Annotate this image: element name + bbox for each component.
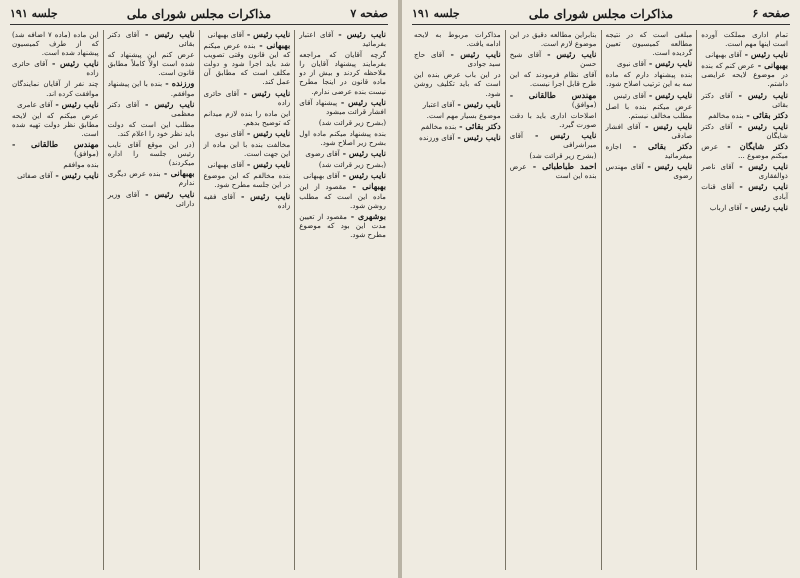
paragraph	[414, 70, 501, 97]
paragraph	[299, 98, 386, 116]
speaker-name: نایب رئیس -	[339, 170, 386, 181]
left-page-column	[294, 30, 390, 570]
paragraph-text: اصلاحات اداری باید با دقت صورت گیرد.	[509, 110, 597, 129]
left-page-columns	[8, 30, 390, 570]
paragraph-text: بنده با این پیشنهاد موافقم.	[107, 79, 195, 98]
paragraph	[701, 30, 788, 48]
paragraph-text: آقای دکتر معظمی	[107, 99, 195, 118]
paragraph	[204, 140, 291, 158]
paragraph	[299, 171, 386, 180]
paragraph	[414, 50, 501, 68]
paragraph	[299, 160, 386, 169]
paragraph	[299, 30, 386, 48]
paragraph	[606, 102, 693, 120]
paragraph	[510, 70, 597, 88]
paragraph-text: بنابراین مطالعه دقیق در این موضوع لازم است.	[509, 30, 597, 49]
paragraph	[510, 151, 597, 160]
speaker-name: ورزنده -	[162, 78, 195, 89]
right-page-columns	[410, 30, 792, 570]
paragraph-text: بنده عرض دیگری ندارم	[107, 169, 195, 188]
paragraph-text: مذاکرات مربوط به لایحه ادامه یافت.	[414, 30, 501, 49]
speaker-name: نایب رئیس -	[646, 58, 693, 69]
paragraph-text: آقای دکتر شایگان	[701, 121, 788, 140]
speaker-name: نایب رئیس -	[741, 201, 788, 212]
paragraph-text: آقای حاج سید جوادی	[414, 50, 501, 69]
right-page-column	[505, 30, 601, 570]
paragraph	[12, 59, 99, 77]
speaker-name: نایب رئیس -	[139, 98, 195, 109]
paragraph-text: آقای رئیس	[613, 90, 647, 100]
paragraph	[414, 133, 501, 142]
paragraph	[510, 111, 597, 129]
paragraph	[204, 160, 291, 169]
paragraph-text: آقای مهندس رضوی	[605, 162, 693, 181]
speaker-name: نایب رئیس -	[733, 181, 788, 192]
paragraph-text: آقای حائری زاده	[203, 88, 291, 107]
paragraph	[299, 118, 386, 127]
speaker-name: نایب رئیس -	[139, 188, 195, 199]
right-page-session: جلسه ۱۹۱	[412, 7, 460, 20]
left-page-title: مذاکرات مجلس شورای ملی	[126, 7, 272, 21]
speaker-name: نایب رئیس -	[444, 49, 501, 60]
paragraph	[108, 79, 195, 97]
paragraph	[204, 41, 291, 86]
paragraph	[12, 171, 99, 180]
paragraph	[701, 91, 788, 109]
paragraph	[606, 122, 693, 140]
paragraph-text: آقای دکتر بقائی	[701, 90, 788, 109]
paragraph	[606, 142, 693, 160]
right-page-header	[412, 6, 790, 25]
paragraph	[701, 122, 788, 140]
speaker-name: نایب رئیس -	[333, 30, 386, 39]
speaker-name: دکتر بقائی -	[743, 109, 788, 120]
speaker-name: بوشهری -	[347, 210, 386, 221]
paragraph	[204, 129, 291, 138]
paragraph-text: اجازه میفرمائید	[605, 142, 693, 161]
paragraph-text: آقای بهبهانی	[303, 171, 340, 181]
paragraph-text: (موافق)	[74, 149, 99, 159]
speaker-name: نایب رئیس -	[454, 98, 501, 109]
paragraph-text: آقای بهبهانی	[705, 50, 742, 60]
paragraph	[108, 100, 195, 118]
speaker-name: نایب رئیس -	[643, 161, 693, 172]
paragraph	[510, 131, 597, 149]
paragraph	[299, 182, 386, 209]
paragraph	[108, 50, 195, 77]
paragraph-text: چند نفر از آقایان نمایندگان موافقت کرده اند.	[12, 79, 99, 98]
paragraph-text: پیشنهاد آقای افشار قرائت میشود	[299, 97, 386, 116]
paragraph-text: بنده موافقم	[63, 160, 99, 170]
paragraph	[510, 162, 597, 180]
speaker-name: دکتر بقائی -	[456, 120, 501, 131]
paragraph-text: آقای نظام فرمودند که این طرح قابل اجرا نیست.	[509, 70, 597, 89]
paragraph	[606, 162, 693, 180]
paragraph-text: مقصود از این ماده این است که مطلب روشن شود.	[299, 182, 386, 210]
paragraph-text: آقای رضوی	[305, 149, 340, 159]
left-page-header	[10, 6, 388, 25]
speaker-name: دکتر شایگان -	[718, 141, 788, 152]
paragraph-text: گرچه آقایان که مراجعه بفرمایند پیشنهاد آقایان را ملاحظه کردند و بیش از دو ماده قانون در اینجا مطرح نیست بنده عرضی ندارم.	[299, 50, 386, 96]
paragraph-text: (بشرح زیر قرائت شد)	[318, 117, 386, 127]
paragraph-text: آقای قنات آبادی	[701, 182, 788, 201]
speaker-name: احمد طباطبائی -	[526, 161, 597, 172]
speaker-name: مهندس طالقانی -	[12, 139, 99, 150]
speaker-name: مهندس طالقانی -	[509, 89, 597, 100]
paragraph-text: آقای وزیر دارائی	[107, 189, 195, 208]
speaker-name: نایب رئیس -	[640, 120, 693, 131]
paragraph-text: آقای ورزنده	[419, 132, 455, 142]
paragraph	[299, 50, 386, 95]
paragraph	[606, 30, 693, 57]
paragraph-text: بنده مخالفم	[420, 121, 457, 131]
paragraph	[204, 192, 291, 210]
paragraph	[606, 91, 693, 100]
speaker-name: نایب رئیس -	[139, 30, 195, 39]
paragraph	[12, 140, 99, 158]
speaker-name: نایب رئیس -	[47, 58, 99, 69]
paragraph-text: عرض میکنم بنده با اصل مطلب مخالف نیستم.	[605, 101, 693, 120]
right-page-column	[410, 30, 505, 570]
paragraph-text: آقای اعتبار	[422, 99, 455, 109]
paragraph-text: مبلغی است که در نتیجه مطالعه کمیسیون تعیین گردیده است.	[605, 30, 693, 58]
left-page-number: صفحه ۷	[350, 7, 388, 20]
paragraph	[701, 162, 788, 180]
speaker-name: نایب رئیس -	[235, 190, 291, 201]
paragraph-text: آقای عامری	[17, 99, 53, 109]
paragraph	[510, 30, 597, 48]
paragraph-text: (بشرح زیر قرائت شد)	[318, 160, 386, 170]
left-page-column	[8, 30, 103, 570]
speaker-name: نایب رئیس -	[238, 87, 291, 98]
paragraph	[108, 190, 195, 208]
paragraph-text: (موافق)	[571, 99, 597, 109]
paragraph	[701, 142, 788, 160]
paragraph	[204, 30, 291, 39]
paragraph-text: (در این موقع آقای نایب رئیس جلسه را اداره میکردند)	[107, 140, 195, 168]
paragraph	[701, 182, 788, 200]
speaker-name: بهبهانی -	[160, 168, 195, 179]
paragraph	[204, 89, 291, 107]
speaker-name: نایب رئیس -	[541, 49, 597, 60]
paragraph-text: بنده عرض میکنم که این قانون وقتی تصویب شد باید اجرا شود و دولت مکلف است که مطابق آن عمل کند.	[203, 41, 291, 87]
paragraph	[299, 129, 386, 147]
paragraph	[108, 120, 195, 138]
paragraph-text: عرض کنم این پیشنهاد که شده است اولاً کاملاً مطابق قانون است.	[107, 50, 195, 78]
speaker-name: نایب رئیس -	[337, 96, 386, 107]
speaker-name: نایب رئیس -	[732, 120, 788, 131]
paragraph	[701, 203, 788, 212]
paragraph-text: تمام اداری مملکت آورده است اینها مهم است.	[701, 30, 788, 49]
paragraph-text: عرض میکنم موضوع ...	[701, 142, 788, 161]
paragraph-text: مطلب این است که دولت باید نظر خود را اعلام کند.	[107, 119, 195, 138]
paragraph-text: آقای بهبهانی	[207, 30, 245, 39]
speaker-name: دکتر بقائی -	[621, 141, 693, 152]
left-page-session: جلسه ۱۹۱	[10, 7, 58, 20]
paragraph	[701, 50, 788, 59]
paragraph	[108, 30, 195, 48]
paragraph	[12, 79, 99, 97]
paragraph	[299, 149, 386, 158]
right-page-column	[601, 30, 697, 570]
right-page-column	[696, 30, 792, 570]
paragraph	[606, 59, 693, 68]
right-page	[402, 0, 800, 578]
paragraph	[510, 50, 597, 68]
paragraph-text: آقای بهبهانی	[207, 160, 245, 170]
paragraph-text: آقای ارباب	[709, 202, 742, 212]
paragraph-text: موضوع بسیار مهم است.	[426, 110, 501, 120]
speaker-name: نایب رئیس -	[454, 131, 501, 142]
paragraph	[414, 100, 501, 109]
paragraph	[204, 171, 291, 189]
speaker-name: نایب رئیس -	[733, 161, 788, 172]
paragraph-text: (بشرح زیر قرائت شد)	[529, 151, 597, 161]
paragraph-text: بنده مخالفم که این موضوع در این جلسه مطرح شود.	[203, 171, 291, 190]
paragraph	[108, 169, 195, 187]
paragraph-text: آقای نبوی	[215, 128, 245, 138]
paragraph-text: این ماده را بنده لازم میدانم که توضیح بدهم.	[203, 108, 291, 127]
paragraph-text: عرض کنم که بنده در موضوع لایحه عرایضی داشتم.	[701, 61, 788, 89]
paragraph-text: آقای حائری زاده	[12, 59, 99, 78]
speaker-name: بهبهانی -	[255, 40, 291, 51]
paragraph	[108, 140, 195, 167]
right-page-title: مذاکرات مجلس شورای ملی	[528, 7, 674, 21]
speaker-name: بهبهانی -	[754, 60, 788, 71]
paragraph-text: بنده پیشنهاد میکنم ماده اول بشرح زیر اصلاح شود.	[299, 128, 386, 148]
speaker-name: نایب رئیس -	[52, 170, 99, 181]
paragraph	[701, 111, 788, 120]
paragraph-text: مخالفت بنده با این ماده از این جهت است.	[203, 140, 291, 159]
paragraph-text: این ماده (ماده ۷ اضافه شد) که از طرف کمیسیون پیشنهاد شده است.	[12, 30, 99, 58]
paragraph	[12, 30, 99, 57]
paragraph-text: آقای افشار صادقی	[605, 121, 693, 140]
left-page-column	[199, 30, 295, 570]
speaker-name: نایب رئیس -	[52, 98, 99, 109]
paragraph-text: بنده مخالفم	[708, 110, 744, 120]
paragraph-text: آقای صفائی	[17, 171, 53, 181]
paragraph-text: آقای ناصر ذوالفقاری	[701, 162, 788, 181]
speaker-name: نایب رئیس -	[741, 49, 788, 60]
paragraph	[299, 212, 386, 239]
paragraph-text: مقصود از تعیین مدت این بود که موضوع مطرح شود.	[299, 211, 386, 239]
paragraph	[701, 61, 788, 88]
paragraph-text: عرض بنده این است	[509, 162, 597, 181]
left-page-column	[103, 30, 199, 570]
left-page	[0, 0, 398, 578]
paragraph	[204, 109, 291, 127]
paragraph-text: در این باب عرض بنده این است که باید تکلیف روشن شود.	[414, 70, 501, 98]
paragraph-text: آقای دکتر بقائی	[107, 30, 195, 49]
paragraph-text: آقای اعتبار بفرمائید	[299, 30, 386, 49]
speaker-name: نایب رئیس -	[244, 159, 291, 170]
speaker-name: نایب رئیس -	[339, 148, 386, 159]
paragraph	[12, 160, 99, 169]
paragraph	[12, 100, 99, 109]
speaker-name: نایب رئیس -	[244, 30, 291, 39]
paragraph-text: آقای شیخ حسن	[509, 50, 597, 69]
paragraph	[606, 70, 693, 88]
speaker-name: نایب رئیس -	[523, 129, 597, 140]
paragraph	[414, 122, 501, 131]
paragraph-text: آقای فقیه زاده	[203, 191, 291, 210]
paragraph-text: آقای میراشرافی	[509, 130, 597, 150]
speaker-name: نایب رئیس -	[646, 89, 693, 100]
paragraph	[12, 111, 99, 138]
paragraph-text: بنده پیشنهاد دارم که ماده سه به این ترتیب اصلاح شود.	[605, 70, 693, 89]
paragraph	[414, 30, 501, 48]
speaker-name: بهبهانی -	[346, 181, 387, 192]
paragraph-text: آقای نبوی	[617, 59, 647, 69]
speaker-name: نایب رئیس -	[244, 127, 291, 138]
paragraph	[510, 91, 597, 109]
paragraph	[414, 111, 501, 120]
speaker-name: نایب رئیس -	[732, 89, 788, 100]
right-page-number: صفحه ۶	[752, 7, 790, 20]
paragraph-text: عرض میکنم که این لایحه مطابق نظر دولت تهیه شده است.	[12, 110, 99, 138]
